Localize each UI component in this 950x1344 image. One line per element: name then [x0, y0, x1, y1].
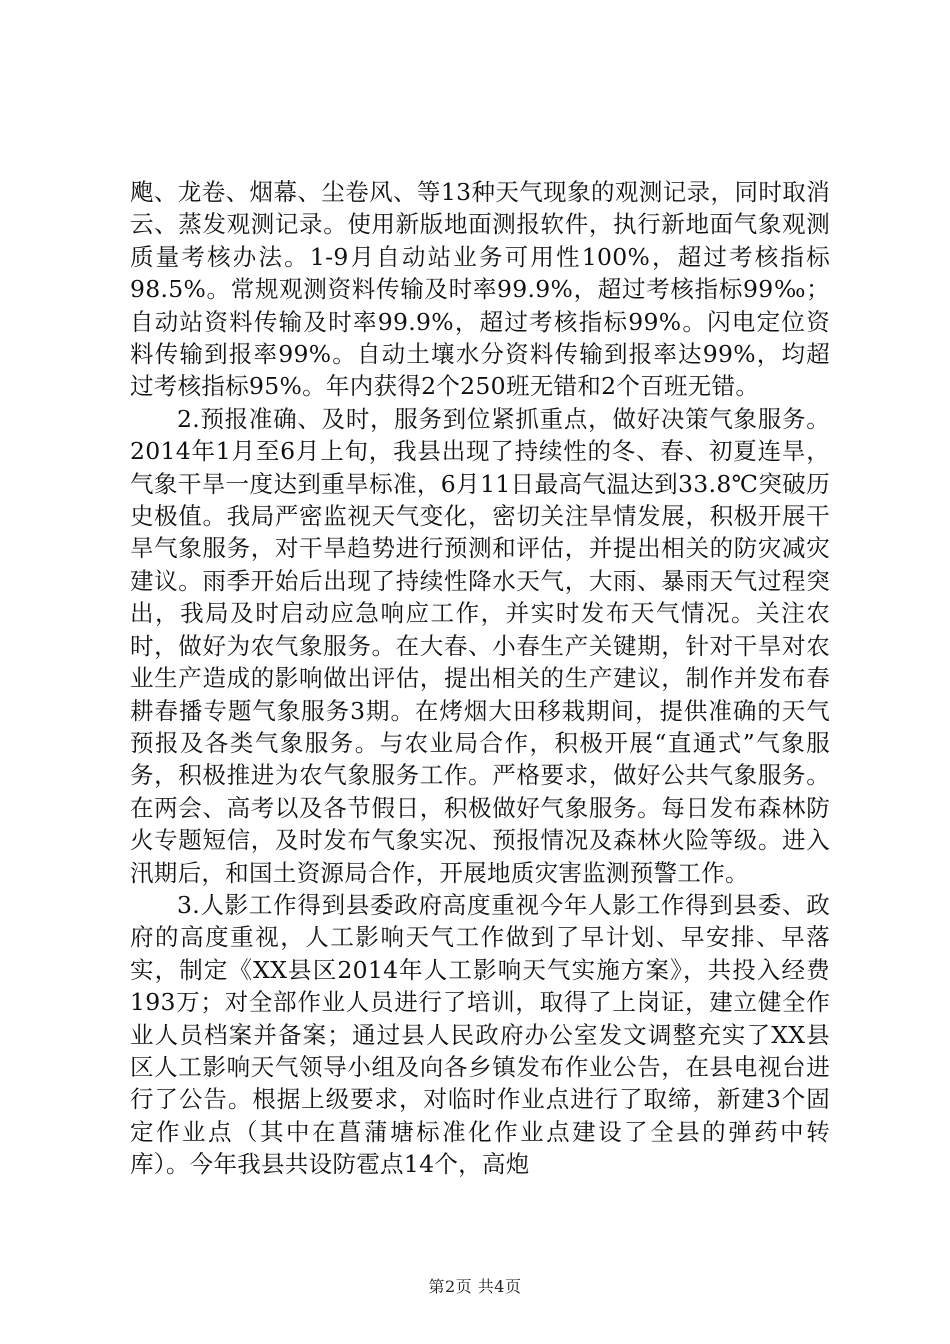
paragraph-forecast-service: 2.预报准确、及时，服务到位紧抓重点，做好决策气象服务。2014年1月至6月上旬，我县出现了持续性的冬、春、初夏连旱，气象干旱一度达到重旱标准，6月11日最高气温达到33.8℃突破历史极值。我局严密监视天气变化，密切关注旱情发展，积极开展干旱气象服务，对干旱趋势进行预测和评估，并提出相关的防灾减灾建议。雨季开始后出现了持续性降水天气，大雨、暴雨天气过程突出，我局及时启动应急响应工作，并实时发布天气情况。关注农时，做好为农气象服务。在大春、小春生产关键期，针对干旱对农业生产造成的影响做出评估，提出相关的生产建议，制作并发布春耕春播专题气象服务3期。在烤烟大田移栽期间，提供准确的天气预报及各类气象服务。与农业局合作，积极开展“直通式”气象服务，积极推进为农气象服务工作。严格要求，做好公共气象服务。在两会、高考以及各节假日，积极做好气象服务。每日发布森林防火专题短信，及时发布气象实况、预报情况及森林火险等级。进入汛期后，和国土资源局合作，开展地质灾害监测预警工作。	[130, 404, 830, 887]
paragraph-observation: 飑、龙卷、烟幕、尘卷风、等13种天气现象的观测记录，同时取消云、蒸发观测记录。使用新版地面测报软件，执行新地面气象观测质量考核办法。1-9月自动站业务可用性100%，超过考核指标98.5%。常规观测资料传输及时率99.9%，超过考核指标99‰；自动站资料传输及时率99.9%，超过考核指标99%。闪电定位资料传输到报率99%。自动土壤水分资料传输到报率达99%，均超过考核指标95%。年内获得2个250班无错和2个百班无错。	[130, 178, 830, 401]
document-body	[130, 176, 830, 1181]
paragraph-weather-modification: 3.人影工作得到县委政府高度重视今年人影工作得到县委、政府的高度重视，人工影响天气工作做到了早计划、早安排、早落实，制定《XX县区2014年人工影响天气实施方案》，共投入经费193万；对全部作业人员进行了培训，取得了上岗证，建立健全作业人员档案并备案；通过县人民政府办公室发文调整充实了XX县区人工影响天气领导小组及向各乡镇发布作业公告，在县电视台进行了公告。根据上级要求，对临时作业点进行了取缔，新建3个固定作业点（其中在菖蒲塘标准化作业点建设了全县的弹药中转库）。今年我县共设防雹点14个，高炮	[130, 890, 830, 1179]
page-number-footer: 第2页 共4页	[428, 1277, 522, 1296]
